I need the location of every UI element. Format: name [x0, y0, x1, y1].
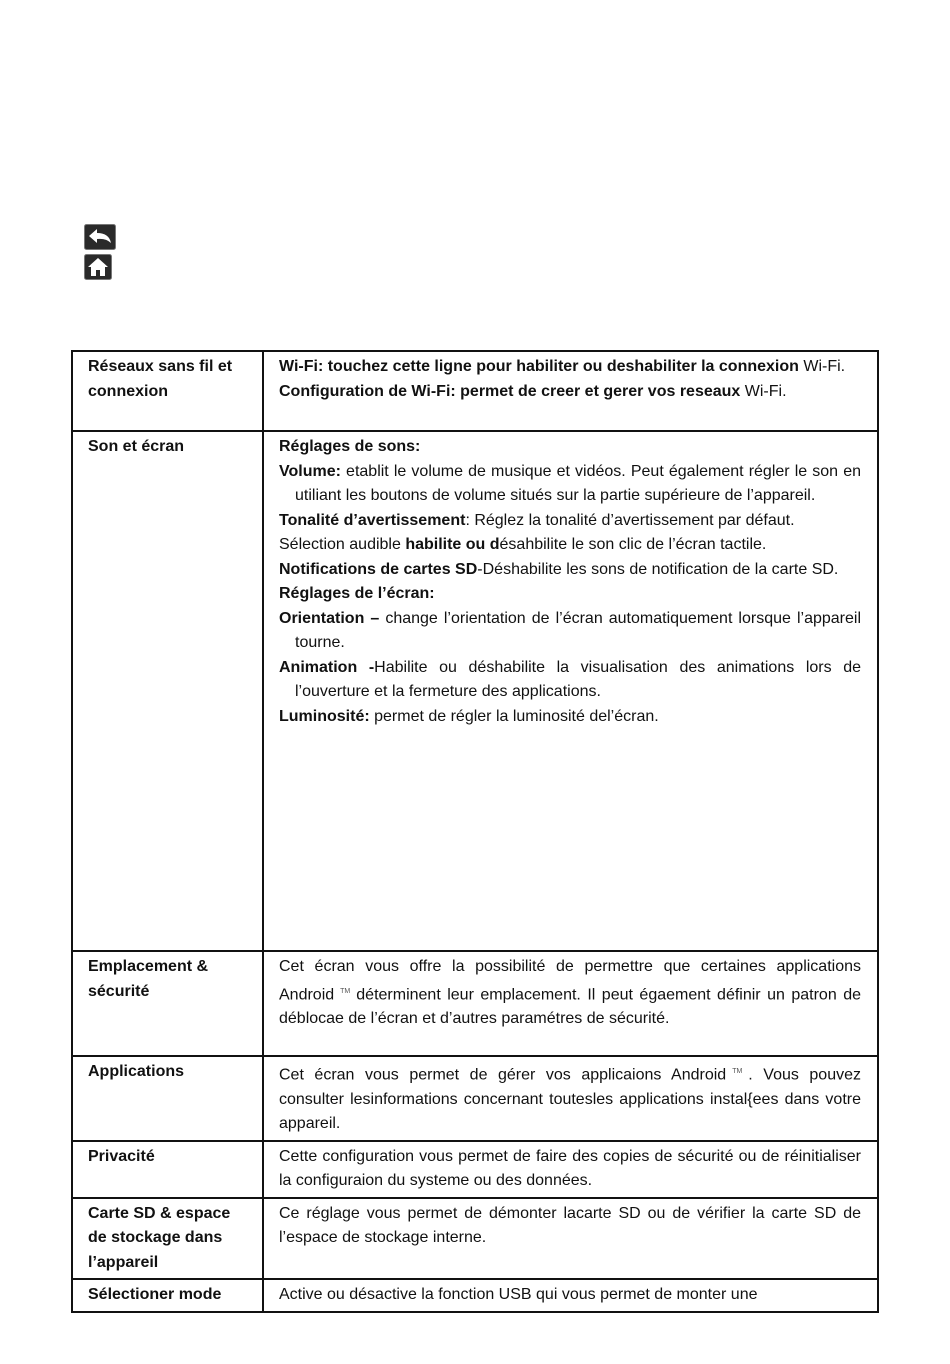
row-description: Cette configuration vous permet de faire des copies de sécurité ou de réinitialiser la configuraion du systeme ou des données.	[263, 1141, 878, 1198]
row-description	[263, 431, 878, 951]
table-row	[72, 951, 878, 1056]
animation-paragraph: Animation -Habilite ou déshabilite la visualisation des animations lors de l’ouverture et la fermeture des applications.	[279, 658, 861, 700]
table-row	[72, 431, 878, 951]
volume-paragraph: Volume: etablit le volume de musique et vidéos. Peut également régler le son en utiliant les boutons de volume situés sur la partie supérieure de l’appareil.	[279, 462, 861, 504]
wifi-config-paragraph: Configuration de Wi-Fi: permet de creer et gerer vos reseaux Wi-Fi.	[279, 382, 787, 400]
row-label: Son et écran	[72, 431, 263, 951]
screen-settings-heading: Réglages de l’écran:	[279, 585, 435, 602]
row-description	[263, 1056, 878, 1141]
row-label: Carte SD & espace de stockage dans l’appareil	[72, 1198, 263, 1280]
trademark-mark: TM	[340, 987, 351, 995]
table-row	[72, 1279, 878, 1312]
sound-settings-heading: Réglages de sons:	[279, 438, 421, 455]
row-label: Applications	[72, 1056, 263, 1141]
home-icon[interactable]	[84, 254, 116, 280]
row-description	[263, 951, 878, 1056]
row-description: Ce réglage vous permet de démonter lacarte SD ou de vérifier la carte SD de l’espace de stockage interne.	[263, 1198, 878, 1280]
audible-selection-paragraph: Sélection audible habilite ou désahbilite le son clic de l’écran tactile.	[279, 536, 767, 553]
row-label: Réseaux sans fil et connexion	[72, 351, 263, 431]
brightness-paragraph: Luminosité: permet de régler la luminosité del’écran.	[279, 707, 659, 725]
row-label: Privacité	[72, 1141, 263, 1198]
location-paragraph: Cet écran vous offre la possibilité de permettre que certaines applications Android ™ déterminent leur emplacement. Il peut égaement définir un patron de déblocae de l’écran et d’autres paramétres de sécurité.	[279, 958, 861, 1028]
table-row	[72, 1198, 878, 1280]
orientation-paragraph: Orientation – change l’orientation de l’écran automatiquement lorsque l’appareil tourne.	[279, 609, 861, 651]
row-description: Active ou désactive la fonction USB qui vous permet de monter une	[263, 1279, 878, 1312]
trademark-mark: TM	[732, 1068, 743, 1075]
row-description	[263, 351, 878, 431]
settings-table	[71, 350, 879, 1313]
table-row	[72, 1141, 878, 1198]
tone-paragraph: Tonalité d’avertissement: Réglez la tonalité d’avertissement par défaut.	[279, 511, 795, 529]
row-label: Sélectioner mode	[72, 1279, 263, 1312]
sd-notifications-paragraph: Notifications de cartes SD-Déshabilite les sons de notification de la carte SD.	[279, 560, 839, 578]
row-label: Emplacement & sécurité	[72, 951, 263, 1056]
table-row	[72, 351, 878, 431]
wifi-paragraph: Wi-Fi: touchez cette ligne pour habiliter ou deshabiliter la connexion Wi-Fi.	[279, 358, 846, 375]
applications-paragraph: Cet écran vous permet de gérer vos applicaions Android ™ . Vous pouvez consulter lesinformations concernant toutesles applications instal{ees dans votre appareil.	[279, 1066, 861, 1133]
table-row	[72, 1056, 878, 1141]
back-arrow-icon[interactable]	[84, 224, 116, 250]
